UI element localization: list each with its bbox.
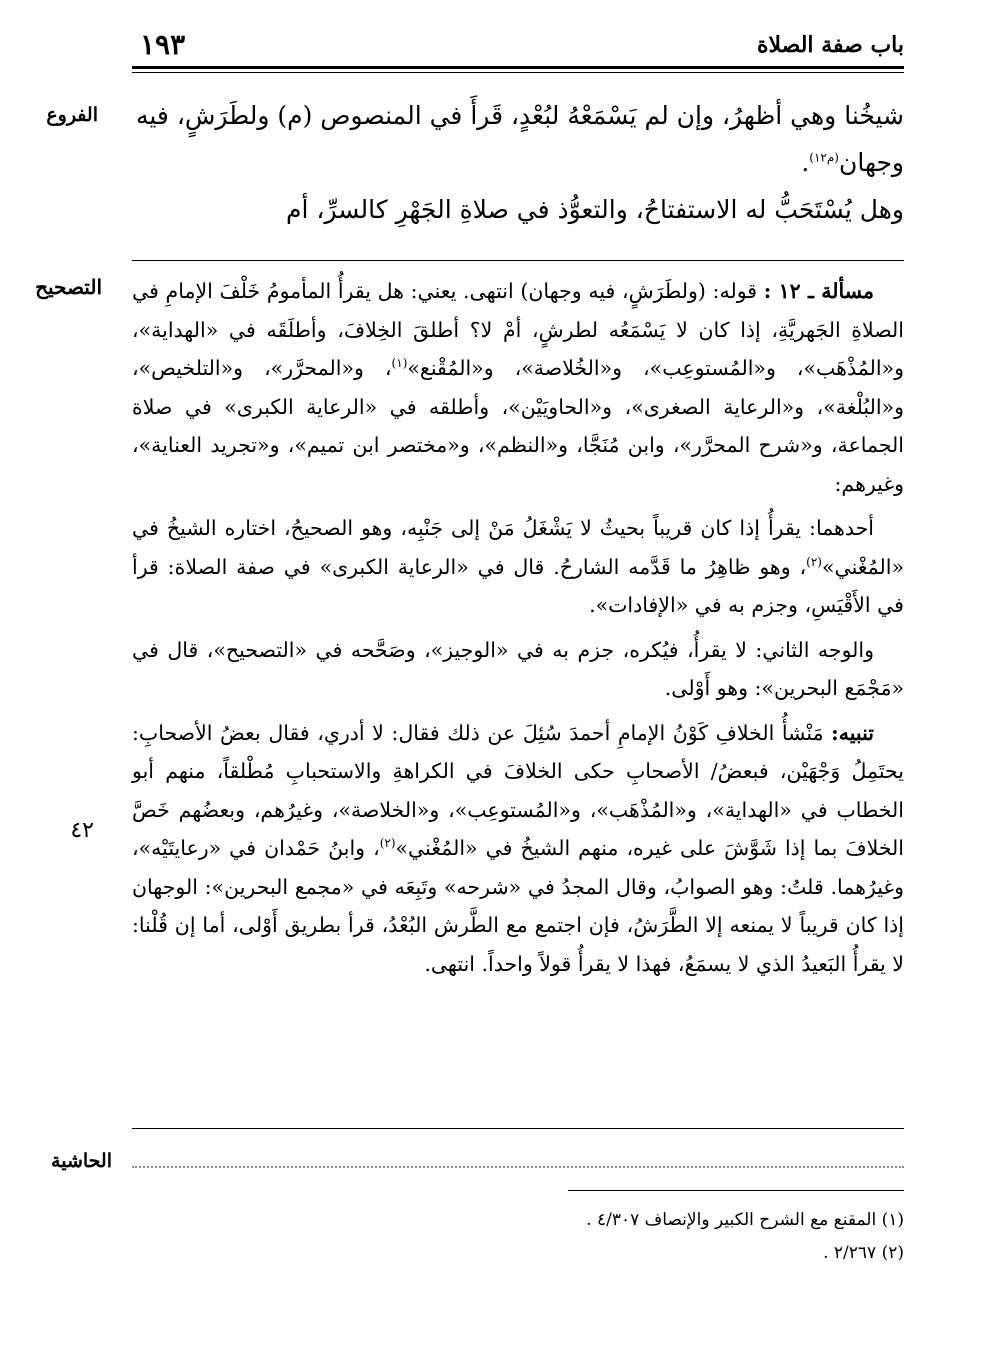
furu-line-1: شيخُنا وهي أظهرُ، وإن لم يَسْمَعْهُ لبُعْدٍ، قَرأَ في المنصوص (م) ولطَرَشٍ، فيه (135, 101, 904, 130)
furu-line-2-text: وجهان (838, 148, 904, 177)
footnote-2: (٢) ٢/٢٦٧ . (823, 1243, 904, 1263)
furu-ref: (م١٢) (809, 150, 839, 165)
header-rule-thin (132, 72, 904, 73)
footnote-1: (١) المقنع مع الشرح الكبير والإنصاف ٤/٣٠٧ . (586, 1210, 904, 1230)
tashih-paragraph-3: والوجه الثاني: لا يقرأُ، فيُكره، جزم به في «الوجيز»، وصَحَّحه في «التصحيح»، قال في «مَجْمَع البحرين»: وهو أَوْلى. (132, 637, 904, 700)
tashih-p2-text-a: أحدهما: يقرأُ إذا كان قريباً بحيثُ لا يَشْغَلُ مَنْ إلى جَنْبِه، وهو الصحيحُ، اختاره الشيخُ في «المُغْني» (132, 516, 904, 579)
tashih-p1-text-b: ، و«المحرَّر»، و«التلخيص»، و«البُلْغة»، و«الرعاية الصغرى»، و«الحاويَيْن»، وأطلقه في «الرعاية الكبرى» في صلاة الجماعة، و«شرح المحرَّر»، وابن مُنَجَّا، و«النظم»، و«مختصر ابن تميم»، و«تجريد العناية»، وغيرهم: (132, 356, 904, 496)
side-label-hashiya: الحاشية (51, 1150, 112, 1172)
furu-divider (132, 260, 904, 261)
tashih-paragraph-1 (132, 272, 904, 503)
side-label-furu: الفروع (46, 104, 98, 126)
hashiya-dotted-line (132, 1150, 904, 1168)
header-rule-thick (132, 66, 904, 69)
furu-line-2 (132, 139, 904, 186)
tashih-p4-text-b: ، وابنُ حَمْدان في «رعايتَيْه»، وغيرُهما. قلتُ: وهو الصوابُ، وقال المجدُ في «شرحه» وتَبِعَه في «مجمع البحرين»: الوجهان إذا كان قريباً لا يمنعه إلا الطَّرَشُ، فإن اجتمع مع الطَّرش البُعْدُ، قرأ بطريق أَوْلى، أما إن قُلْنا: لا يقرأُ البَعيدُ الذي لا يسمَعُ، فهذا لا يقرأُ قولاً واحداً. انتهى. (132, 836, 904, 976)
tashih-p1-text-a: قوله: (ولطَرَشٍ، فيه وجهان) انتهى. يعني: هل يقرأُ المأمومُ خَلْفَ الإمامِ في الصلاةِ الجَهريَّةِ، إذا كان لا يَسْمَعُه لطرشٍ، أمْ لا؟ أطلقَ الخِلافَ، وأطلَقَه في «الهداية»، و«المُذْهَب»، و«المُستوعِب»، و«الخُلاصة»، و«المُقْنع» (132, 279, 904, 380)
page-number: ١٩٣ (140, 28, 186, 61)
footnote-ref-3: (٢) (379, 836, 396, 851)
tashih-p4-text-a: مَنْشأُ الخلافِ كَوْنُ الإمامِ أحمدَ سُئِلَ عن ذلك فقال: لا أدري، فقال بعضُ الأصحابِ: يحتَمِلُ وَجْهَيْن، فبعضُ/ الأصحابِ حكى الخلافَ في الكراهةِ والاستحبابِ مُطْلقاً، منهم أبو الخطاب في «الهداية»، و«المُذْهَب»، و«المُستوعِب»، و«الخلاصة»، وغيرُهم، وبعضُهم خَصَّ الخلافَ بما إذا شَوَّشَ على غيره، منهم الشيخُ في «المُغْني» (132, 720, 905, 860)
footnote-ref-1: (١) (391, 356, 408, 371)
page-header (132, 28, 904, 68)
tashih-paragraph-2 (132, 509, 904, 625)
furu-section (132, 92, 904, 233)
footnote-ref-2: (٢) (806, 554, 822, 569)
tashih-paragraph-4 (132, 714, 904, 984)
furu-line-3: وهل يُسْتَحَبُّ له الاستفتاحُ، والتعوُّذ في صلاةِ الجَهْرِ كالسرِّ، أم (286, 195, 904, 224)
footnotes (400, 1204, 904, 1270)
tashih-p2-text-b: ، وهو ظاهِرُ ما قَدَّمه الشارحُ. قال في «الرعاية الكبرى» في صفة الصلاة: قرأ في الأَقْيَسِ، وجزم به في «الإفادات». (132, 554, 904, 617)
issue-label: مسألة ـ ١٢ : (763, 279, 874, 303)
tashih-divider (132, 1128, 904, 1129)
margin-page-number: ٤٢ (70, 818, 94, 843)
footnote-rule (568, 1190, 904, 1191)
note-label: تنبيه: (831, 720, 874, 745)
chapter-title: باب صفة الصلاة (756, 32, 904, 58)
tashih-section (132, 272, 904, 983)
side-label-tashih: التصحيح (35, 275, 102, 299)
furu-line-2-end: . (801, 148, 810, 177)
